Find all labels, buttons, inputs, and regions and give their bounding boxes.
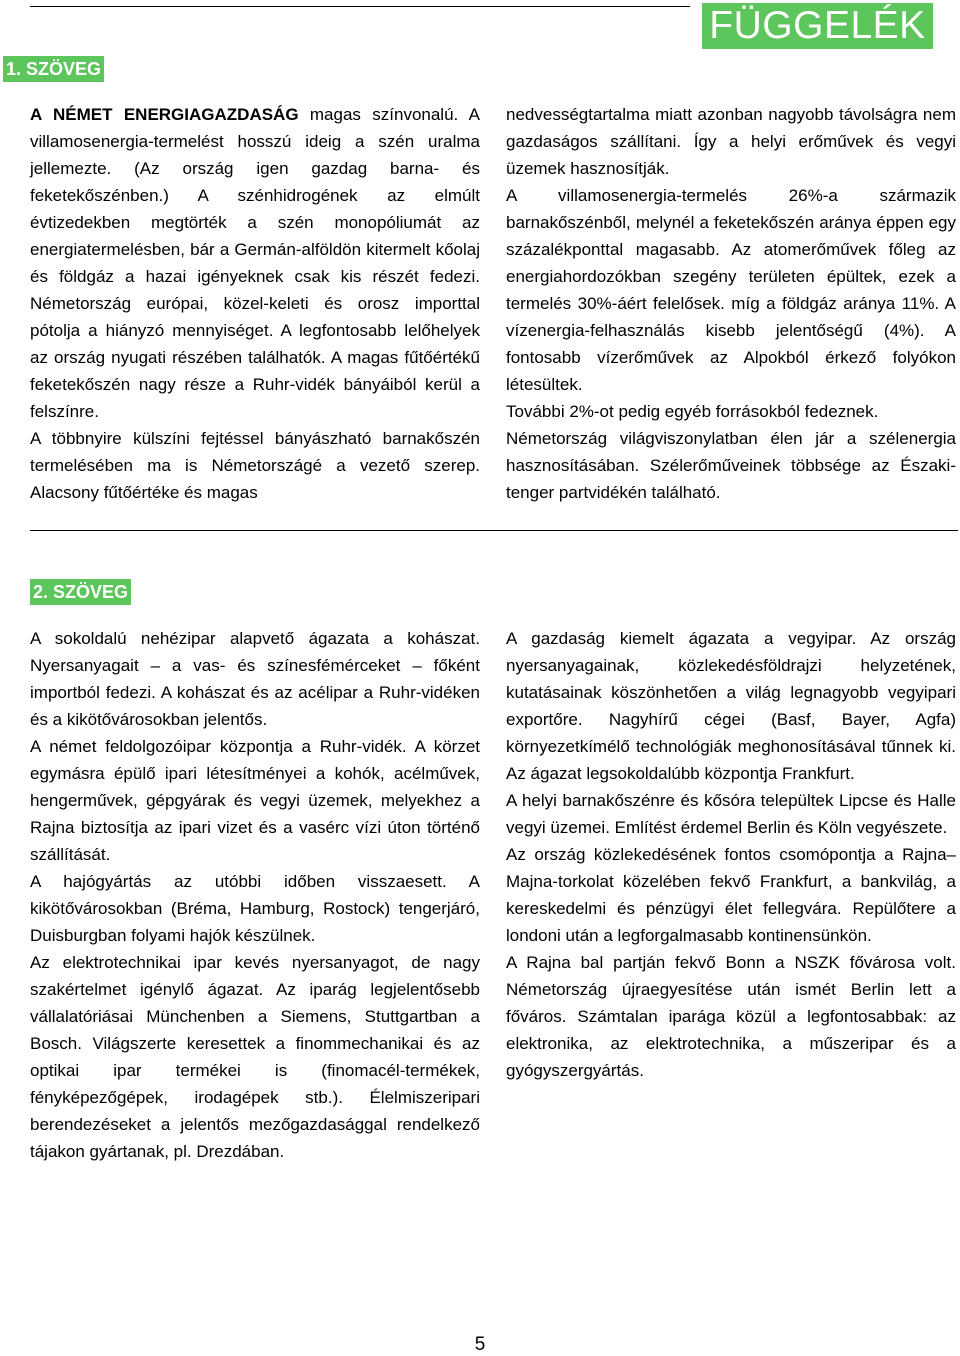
section-divider [30, 530, 958, 531]
section-2-paragraph: A gazdaság kiemelt ágazata a vegyipar. Az ország nyersanyagainak, közlekedésföldrajzi helyzetének, kutatásainak köszönhetően a világ legnagyobb vegyipari exportőre. Nagyhírű cégei (Basf, Bayer, Agfa) környezetkímélő technológiák meghonosításával tűnnek ki. Az ágazat legsokoldalúbb központja Frankfurt. [506, 629, 956, 783]
section-1-paragraph: nedvességtartalma miatt azonban nagyobb távolságra nem gazdaságos szállítani. Így a helyi erőművek és vegyi üzemek hasznosítják. [506, 105, 956, 178]
section-2-paragraph: A hajógyártás az utóbbi időben visszaesett. A kikötővárosokban (Bréma, Hamburg, Rostock) tengerjáró, Duisburgban folyami hajók készülnek. [30, 872, 480, 945]
section-2-paragraph: A sokoldalú nehézipar alapvető ágazata a kohászat. Nyersanyagait – a vas- és színesfémérceket – főként importból fedezi. A kohászat és az acélipar a Ruhr-vidéken és a kikötővárosokban jelentős. [30, 629, 480, 729]
section-1-paragraph: Németország világviszonylatban élen jár a szélenergia hasznosításában. Szélerőműveinek többsége az Északi-tenger partvidékén található. [506, 429, 956, 502]
page-number: 5 [474, 1334, 486, 1355]
top-rule [30, 6, 690, 7]
section-2-paragraph: Az elektrotechnikai ipar kevés nyersanyagot, de nagy szakértelmet igénylő ágazat. Az iparág legjelentősebb vállalatóriásai Münchenben a Siemens, Stuttgartban a Bosch. Világszerte keresettek a finommechanikai és az optikai ipar termékei is (finomacél-termékek, fényképezőgépek, irodagépek stb.). Élelmiszeripari berendezéseket a jelentős mezőgazdasággal rendelkező tájakon gyártanak, pl. Drezdában. [30, 953, 480, 1161]
section-1-paragraph: A villamosenergia-termelés 26%-a származik barnakőszénből, melynél a feketekőszén aránya éppen egy százalékponttal magasabb. Az atomerőművek főleg az energiahordozókban szegény területen épültek, ezek a termelés 30%-áért felelősek. míg a földgáz aránya 11%. A vízenergia-felhasználás kisebb jelentőségű (4%). A fontosabb vízerőművek az Alpokból érkező folyókon létesültek. [506, 186, 956, 394]
section-1-lead: A NÉMET ENERGIAGAZDASÁG [30, 105, 299, 124]
section-2-right-column [506, 625, 956, 1084]
section-2-paragraph: A német feldolgozóipar központja a Ruhr-vidék. A körzet egymásra épülő ipari létesítményei a kohók, acélművek, hengerművek, gépgyárak és vegyi üzemek, melyekhez a Rajna biztosítja az ipari vizet és a vasérc vízi úton történő szállítását. [30, 737, 480, 864]
section-2-paragraph: Az ország közlekedésének fontos csomópontja a Rajna–Majna-torkolat közelében fekvő Frankfurt, a bankvilág, a kereskedelmi és pénzügyi élet fellegvára. Repülőtere a londoni után a legforgalmasabb kontinensünkön. [506, 845, 956, 945]
section-2-left-column [30, 625, 480, 1165]
section-2-paragraph: A helyi barnakőszénre és kősóra települtek Lipcse és Halle vegyi üzemei. Említést érdemel Berlin és Köln vegyészete. [506, 791, 956, 837]
section-1-label: 1. SZÖVEG [3, 56, 104, 82]
section-1-paragraph: A többnyire külszíni fejtéssel bányászható barnakőszén termelésében ma is Németországé a vezető szerep. Alacsony fűtőértéke és magas [30, 429, 480, 502]
section-1-lead-text: magas színvonalú. A villamosenergia-termelést hosszú ideig a szén uralma jellemezte. (Az ország igen gazdag barna- és feketekőszénben.) A szénhidrogének az elmúlt évtizedekben megtörték a szén monopóliumát az energiatermelésben, bár a Germán-alföldön kitermelt kőolaj és földgáz a hazai igényeknek csak kis részét fedezi. Németország európai, közel-keleti és orosz importtal pótolja a hiányzó mennyiséget. A legfontosabb lelőhelyek az ország nyugati részében találhatók. A magas fűtőértékű feketekőszén nagy része a Ruhr-vidék bányáiból kerül a felszínre. [30, 105, 481, 421]
section-1-right-column [506, 101, 956, 506]
section-2-label: 2. SZÖVEG [30, 579, 131, 605]
appendix-badge: FÜGGELÉK [702, 3, 933, 49]
section-1-paragraph [30, 101, 480, 425]
section-1-left-column [30, 101, 480, 506]
section-1-paragraph: További 2%-ot pedig egyéb forrásokból fedeznek. [506, 402, 879, 421]
section-2-paragraph: A Rajna bal partján fekvő Bonn a NSZK fővárosa volt. Németország újraegyesítése után ismét Berlin lett a főváros. Számtalan iparága közül a legfontosabbak: az elektronika, az elektrotechnika, a műszeripar és a gyógyszergyártás. [506, 953, 956, 1080]
